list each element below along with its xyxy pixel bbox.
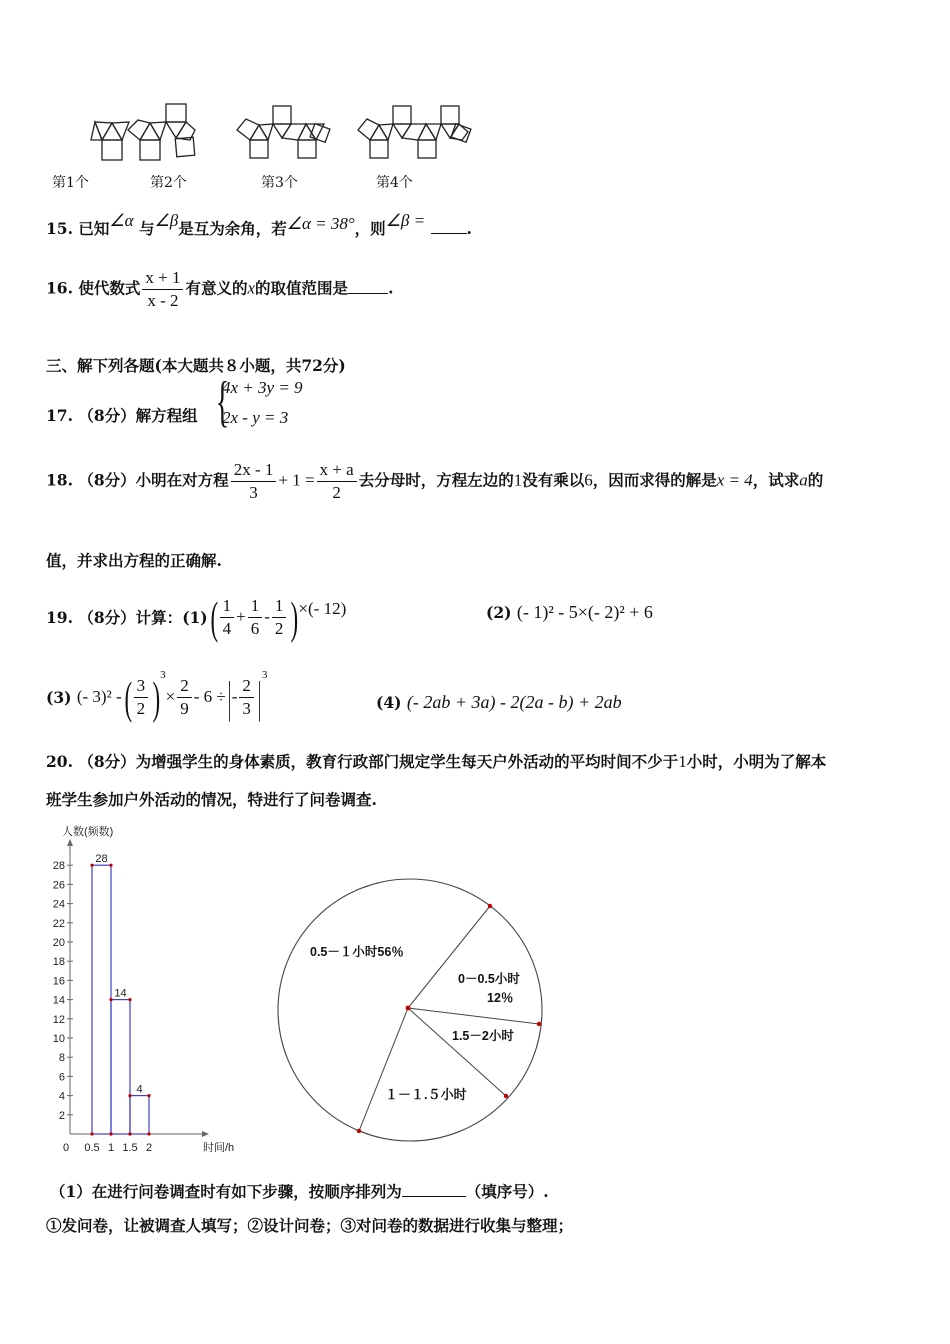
y-tick-label: 18: [52, 956, 65, 969]
question-18: 18. （8分）小明在对方程 $\frac{2x - 1}{3}$ + 1 = $\frac{x + a}{2}$ 去分母时，方程左边的1没有乘以6，因而求得的解是x = 4，试求a的: [46, 460, 824, 502]
q19-2-expression: (- 1)² - 5×(- 2)² + 6: [516, 602, 653, 622]
pie-label-1-15: １－１.５小时: [385, 1087, 467, 1102]
q17-score: （8分）: [78, 406, 136, 425]
y-tick-label: 16: [52, 975, 65, 988]
question-17: 17. （8分）解方程组: [46, 406, 198, 425]
y-tick-label: 6: [58, 1071, 65, 1084]
figure-label-4: 第4个: [376, 175, 413, 191]
q15-answer-blank[interactable]: [431, 218, 467, 234]
pie-label-12: 12％: [487, 991, 514, 1005]
y-tick-label: 4: [58, 1090, 65, 1103]
q16-fraction: [142, 268, 183, 311]
bar-base-point: [90, 1132, 93, 1135]
q18-score: （8分）: [78, 470, 136, 490]
x-axis-label: 时间/h: [203, 1142, 235, 1152]
q16-fraction-denominator: x - 2: [147, 291, 179, 310]
q19-3-fraction-2: $\frac{2}{9}$: [177, 676, 192, 719]
figure-label-2: 第2个: [150, 175, 187, 191]
x-tick-label: 1: [107, 1142, 115, 1152]
question-19-part-2: (2) (- 1)² - 5×(- 2)² + 6: [486, 602, 653, 622]
q15-number: 15.: [46, 219, 73, 238]
bar-corner-point: [128, 1094, 131, 1097]
bar-corner-point: [147, 1094, 150, 1097]
y-tick-label: 14: [52, 994, 65, 1007]
q17-equation-1: 4x + 3y = 9: [222, 378, 303, 397]
pie-slice-boundary: [359, 1008, 408, 1131]
pie-slice-boundary: [408, 1008, 506, 1096]
q18-line-2: 值，并求出方程的正确解.: [46, 551, 222, 570]
q19-1-fraction-1: $\frac{1}{4}$: [220, 596, 235, 639]
q18-number: 18.: [46, 470, 73, 490]
histogram-chart: [40, 822, 260, 1152]
angle-alpha: ∠α: [109, 211, 134, 230]
bar-corner-point: [109, 864, 112, 867]
q20-score: （8分）: [78, 752, 136, 771]
bar-corner-point: [128, 998, 131, 1001]
question-19-part-1: 19. （8分） 计算： (1) ( $\frac{1}{4}$ + $\frac{1}{6}$ - $\frac{1}{2}$ ) ×(- 12): [46, 591, 347, 643]
bar-base-point: [147, 1132, 150, 1135]
y-axis-label: 人数(频数): [62, 826, 114, 838]
pie-slice-boundary: [408, 906, 490, 1008]
q19-1-fraction-3: $\frac{1}{2}$: [272, 596, 287, 639]
y-axis-arrow: [67, 839, 73, 846]
q17-number: 17.: [46, 406, 73, 425]
question-15: 15. 已知∠α 与∠β是互为余角，若∠α = 38°，则∠β = .: [46, 211, 472, 238]
q19-1-tail: ×(- 12): [298, 599, 347, 618]
angle-beta: ∠β: [154, 211, 179, 230]
pie-label-15-2: 1.5－2小时: [452, 1029, 514, 1043]
angle-beta-equals: ∠β =: [385, 211, 426, 230]
pie-center-point: [406, 1006, 411, 1011]
x-tick-label: 1.5: [122, 1142, 138, 1152]
pattern-figure-2: [128, 104, 195, 160]
bar-base-point: [128, 1132, 131, 1135]
pie-boundary-point: [488, 904, 492, 908]
bar-data-label: 14: [114, 987, 127, 1000]
equation-system-brace: {: [215, 371, 230, 433]
question-19-part-3: (3) (- 3)² - ( $\frac{3}{2}$ ) 3 × $\frac{2}{9}$ - 6 ÷ | - $\frac{2}{3}$ | 3: [46, 669, 268, 723]
question-20: 20. （8分）为增强学生的身体素质，教育行政部门规定学生每天户外活动的平均时间不少于1小时，小明为了解本: [46, 752, 827, 771]
y-tick-label: 12: [52, 1013, 65, 1026]
q19-number: 19.: [46, 607, 73, 627]
pie-boundary-point: [357, 1129, 361, 1133]
section-3-title: 三、解下列各题(本大题共８小题，共72分): [46, 356, 346, 375]
q17-equation-2: 2x - y = 3: [222, 408, 289, 427]
pie-chart: [270, 870, 560, 1150]
pie-boundary-point: [537, 1022, 541, 1026]
x-tick-label: 2: [145, 1142, 153, 1152]
histogram-bar: [111, 1000, 130, 1134]
bar-base-point: [109, 1132, 112, 1135]
y-tick-label: 20: [52, 937, 65, 949]
q20-line-2: 班学生参加户外活动的情况，特进行了问卷调查.: [46, 790, 377, 809]
q19-4-expression: (- 2ab + 3a) - 2(2a - b) + 2ab: [406, 692, 622, 712]
question-16: 16. 使代数式 $\frac{x + 1}{x - 2}$ 有意义的x的取值范围是 .: [46, 268, 394, 310]
q19-score: （8分）: [78, 608, 136, 627]
q19-3-head: (- 3)² -: [76, 687, 122, 706]
q19-1-fraction-2: $\frac{1}{6}$: [248, 596, 263, 639]
question-19-part-4: (4) (- 2ab + 3a) - 2(2a - b) + 2ab: [376, 692, 622, 712]
pie-label-0-05: 0－0.5小时: [458, 972, 520, 986]
x-axis-arrow: [202, 1131, 209, 1137]
q16-number: 16.: [46, 278, 73, 298]
histogram-bar: [92, 865, 111, 1134]
x-tick-label: 0.5: [84, 1142, 100, 1152]
pie-label-56: 0.5－１小时56％: [310, 945, 404, 959]
q18-fraction-2: $\frac{x + a}{2}$: [317, 460, 357, 503]
figure-label-1: 第1个: [52, 175, 89, 191]
pie-slice-boundary: [408, 1008, 539, 1024]
variable-x: x: [247, 278, 256, 298]
y-tick-label: 22: [52, 917, 65, 930]
q20-sub1-steps: ①发问卷，让被调查人填写；②设计问卷；③对问卷的数据进行收集与整理；: [46, 1216, 574, 1235]
q20-number: 20.: [46, 752, 73, 771]
q18-solution: x = 4: [716, 470, 753, 490]
bar-data-label: 4: [136, 1083, 143, 1096]
q20-sub1-answer-blank[interactable]: [402, 1181, 466, 1197]
q19-3-fraction-1: $\frac{3}{2}$: [134, 676, 149, 719]
y-tick-label: 28: [52, 860, 65, 873]
bar-data-label: 28: [95, 853, 108, 866]
alpha-condition: ∠α = 38°: [286, 214, 355, 233]
pattern-figure-4: [358, 106, 471, 158]
q19-3-fraction-3: $\frac{2}{3}$: [239, 676, 254, 719]
x-tick-label: 0: [62, 1142, 70, 1152]
y-tick-label: 10: [52, 1033, 65, 1045]
q16-fraction-numerator: x + 1: [142, 268, 183, 290]
pie-boundary-point: [504, 1094, 508, 1098]
y-tick-label: 2: [58, 1109, 65, 1122]
q18-fraction-1: $\frac{2x - 1}{3}$: [231, 460, 277, 503]
bar-corner-point: [90, 864, 93, 867]
pattern-figure-3: [237, 106, 330, 158]
bar-corner-point: [109, 998, 112, 1001]
pattern-figure-1: [91, 122, 129, 160]
y-tick-label: 26: [52, 879, 65, 892]
y-tick-label: 8: [58, 1052, 65, 1065]
q16-answer-blank[interactable]: [348, 278, 388, 294]
q20-sub-1: （1）在进行问卷调查时有如下步骤，按顺序排列为 （填序号）.: [50, 1182, 549, 1201]
y-tick-label: 24: [52, 898, 65, 911]
figure-label-3: 第3个: [261, 175, 298, 191]
histogram-bar: [130, 1096, 149, 1134]
